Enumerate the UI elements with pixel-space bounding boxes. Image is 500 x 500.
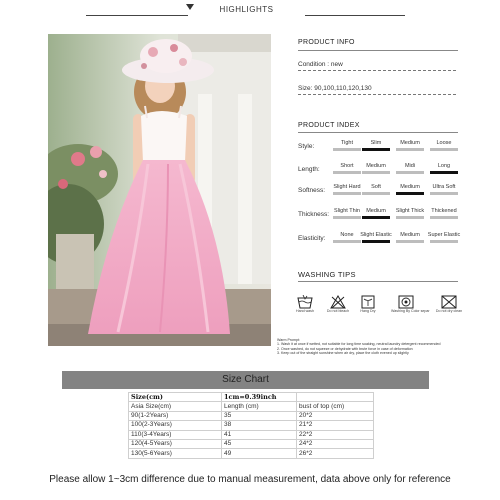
index-bar bbox=[333, 148, 361, 151]
index-bar bbox=[430, 216, 458, 219]
condition-text: Condition : new bbox=[298, 61, 343, 68]
index-bar-selected bbox=[430, 171, 458, 174]
index-option-label: Long bbox=[437, 163, 451, 169]
table-cell: 24*2 bbox=[297, 439, 374, 448]
index-option-label: Slight Elastic bbox=[360, 232, 392, 238]
index-option-label: Medium bbox=[366, 163, 386, 169]
table-row bbox=[129, 430, 374, 439]
index-bar bbox=[333, 192, 361, 195]
washing-tips-title: WASHING TIPS bbox=[298, 270, 356, 279]
size-table-header-cell bbox=[297, 393, 374, 402]
product-photo bbox=[48, 34, 271, 346]
header-rule-right bbox=[305, 15, 405, 16]
index-bar bbox=[396, 240, 424, 243]
index-option-label: Short bbox=[340, 163, 354, 169]
index-option-label: Slight Thin bbox=[334, 208, 360, 214]
wash-item bbox=[323, 295, 353, 313]
table-cell: 45 bbox=[222, 439, 297, 448]
table-cell: 110(3-4Years) bbox=[129, 430, 222, 439]
index-option-label: Medium bbox=[366, 208, 386, 214]
wash-separately-icon bbox=[398, 295, 414, 309]
size-text: Size: 90,100,110,120,130 bbox=[298, 85, 372, 92]
table-cell: 41 bbox=[222, 430, 297, 439]
no-bleach-icon bbox=[330, 295, 346, 309]
table-cell: 90(1-2Years) bbox=[129, 411, 222, 420]
index-row-label: Style: bbox=[298, 143, 315, 150]
wash-item bbox=[434, 295, 464, 313]
size-table-header-cell: Size(cm) bbox=[129, 393, 222, 402]
index-option-label: Medium bbox=[400, 232, 420, 238]
size-table-subheader-row bbox=[129, 402, 374, 411]
measurement-note: Please allow 1~3cm difference due to manual measurement, data above only for reference bbox=[49, 474, 451, 485]
table-row bbox=[129, 449, 374, 458]
index-bar bbox=[362, 192, 390, 195]
size-chart-title: Size Chart bbox=[222, 374, 269, 385]
wash-item bbox=[353, 295, 383, 313]
product-index-rule bbox=[298, 132, 458, 133]
highlights-title: HIGHLIGHTS bbox=[219, 5, 274, 14]
product-info-rule bbox=[298, 50, 458, 51]
wash-label: Do not dry clean bbox=[435, 309, 463, 313]
table-row bbox=[129, 421, 374, 430]
hand-wash-icon bbox=[297, 295, 313, 309]
table-cell: 130(5-6Years) bbox=[129, 449, 222, 458]
index-bar bbox=[430, 240, 458, 243]
wash-label: Hang Dry bbox=[360, 309, 376, 313]
index-option-label: Slim bbox=[370, 140, 382, 146]
table-cell: 100(2-3Years) bbox=[129, 421, 222, 430]
index-option-label: None bbox=[340, 232, 354, 238]
index-option-label: Tight bbox=[340, 140, 354, 146]
index-option-label: Medium bbox=[400, 140, 420, 146]
warm-prompt-title: Warm Prompt: bbox=[277, 338, 301, 342]
index-option-label: Soft bbox=[371, 184, 381, 190]
washing-tips-rule bbox=[298, 281, 458, 282]
table-cell: 26*2 bbox=[297, 449, 374, 458]
index-bar bbox=[430, 192, 458, 195]
index-bar bbox=[333, 240, 361, 243]
table-cell: bust of top (cm) bbox=[297, 402, 374, 411]
wash-label: Washing By Color separ bbox=[391, 309, 430, 313]
index-bar-selected bbox=[362, 148, 390, 151]
table-cell: 21*2 bbox=[297, 421, 374, 430]
table-cell: Length (cm) bbox=[222, 402, 297, 411]
index-bar-selected bbox=[362, 216, 390, 219]
index-bar bbox=[333, 216, 361, 219]
index-bar bbox=[362, 171, 390, 174]
index-option-label: Loose bbox=[436, 140, 452, 146]
condition-underline bbox=[298, 70, 456, 71]
hang-dry-icon bbox=[360, 295, 376, 309]
table-row bbox=[129, 439, 374, 448]
header-rule-left bbox=[86, 15, 188, 16]
index-option-label: Midi bbox=[404, 163, 416, 169]
table-row bbox=[129, 411, 374, 420]
wash-label: Do not bleach bbox=[326, 309, 350, 313]
table-cell: 20*2 bbox=[297, 411, 374, 420]
table-cell: 22*2 bbox=[297, 430, 374, 439]
warm-prompt-line: 2. Once washed, do not squeeze or dehydrate with brute force in case of deformation bbox=[277, 346, 413, 351]
table-cell: 120(4-5Years) bbox=[129, 439, 222, 448]
index-row-label: Length: bbox=[298, 166, 320, 173]
product-info-title: PRODUCT INFO bbox=[298, 39, 355, 46]
wash-item bbox=[391, 295, 430, 313]
index-option-label: Slight Hard bbox=[333, 184, 361, 190]
index-option-label: Medium bbox=[400, 184, 420, 190]
index-bar bbox=[396, 171, 424, 174]
index-row-label: Thickness: bbox=[298, 211, 330, 218]
index-option-label: Ultra Soft bbox=[432, 184, 456, 190]
index-option-label: Slight Thick bbox=[395, 208, 425, 214]
index-bar bbox=[430, 148, 458, 151]
index-bar bbox=[333, 171, 361, 174]
index-bar bbox=[396, 148, 424, 151]
size-underline bbox=[298, 94, 456, 95]
table-cell: 35 bbox=[222, 411, 297, 420]
size-table-header-row bbox=[129, 393, 374, 402]
size-table-header-cell: 1cm=0.39inch bbox=[222, 393, 297, 402]
product-index-title: PRODUCT INDEX bbox=[298, 122, 360, 129]
wash-item bbox=[290, 295, 320, 313]
index-row-label: Elasticity: bbox=[298, 235, 326, 242]
index-option-label: Super Elastic bbox=[427, 232, 461, 238]
index-option-label: Thickened bbox=[431, 208, 457, 214]
index-bar bbox=[396, 216, 424, 219]
table-cell: 38 bbox=[222, 421, 297, 430]
size-chart-table bbox=[128, 392, 374, 459]
index-row-label: Softness: bbox=[298, 187, 326, 194]
index-bar-selected bbox=[362, 240, 390, 243]
warm-prompt-line: 1. Wash it at once if wetted, not suitable for long time soaking, neutral laundry detergent recommended bbox=[277, 342, 441, 347]
wash-label: Hand wash bbox=[296, 309, 314, 313]
index-bar-selected bbox=[396, 192, 424, 195]
table-cell: Asia Size(cm) bbox=[129, 402, 222, 411]
warm-prompt-line: 3. Keep out of the straight sunshine when air dry, place the cloth evened up slightly bbox=[277, 351, 409, 356]
warm-prompt bbox=[277, 338, 499, 356]
table-cell: 49 bbox=[222, 449, 297, 458]
no-dry-clean-icon bbox=[441, 295, 457, 309]
